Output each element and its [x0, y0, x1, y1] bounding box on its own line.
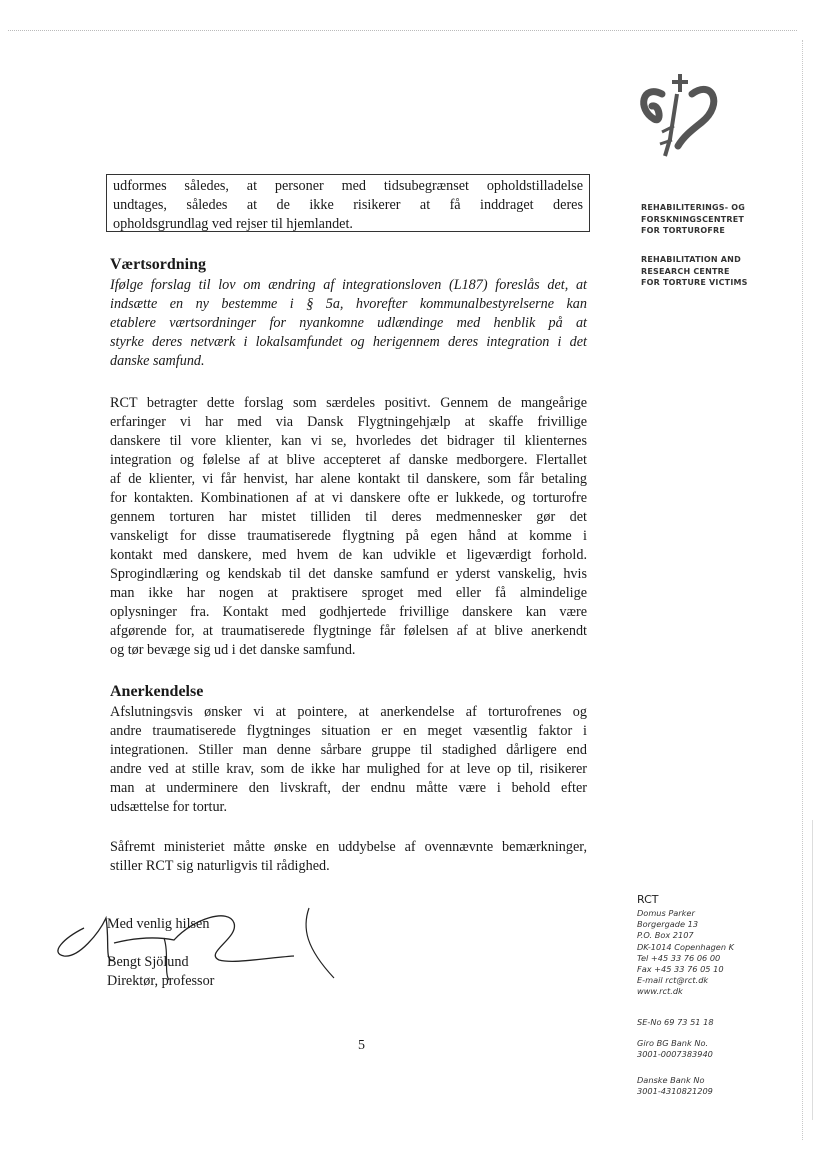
- text-line: stiller RCT sig naturligvis til rådighed.: [110, 858, 330, 874]
- text-line: udsættelse for tortur.: [110, 799, 228, 815]
- section-heading-vaertsordning: Værtsordning: [110, 256, 207, 273]
- phone-line: Tel +45 33 76 06 00: [637, 952, 721, 963]
- signature-title: Direktør, professor: [107, 973, 215, 989]
- bank-label: Danske Bank No: [637, 1075, 705, 1085]
- text-line: etablere værtsordninger for nyankomne udlændinge med henblik på at: [110, 315, 587, 331]
- text-line: Sprogindlæring og kendskab til det danske samfund er yderst vanskelig, hvis: [110, 566, 587, 582]
- org-line: RESEARCH CENTRE: [641, 266, 730, 276]
- boxed-text: [106, 174, 590, 232]
- website-line: www.rct.dk: [637, 986, 683, 997]
- text-line: afgørende for, at traumatiserede flygtninge får følelsen af at blive anerkendt: [110, 623, 587, 639]
- org-line: REHABILITERINGS- OG: [641, 203, 746, 212]
- body-paragraph-1: [110, 394, 587, 660]
- giro-account: [637, 1038, 713, 1060]
- text-line: erfaringer vi har med via Dansk Flygtningehjælp at skaffe frivillige: [110, 414, 587, 430]
- text-line: kontakt med danskere, med hvem de kan udvikle et ligeværdigt forhold.: [110, 547, 587, 563]
- signature-greeting: Med venlig hilsen: [107, 916, 210, 932]
- text-line: Ifølge forslag til lov om ændring af integrationsloven (L187) foreslås det, at: [110, 277, 587, 293]
- text-line: man at underminere den livskraft, der endnu måtte være i behold efter: [110, 780, 587, 796]
- org-line: FORSKNINGSCENTRET: [641, 214, 745, 224]
- boxed-line: opholdsgrundlag ved rejser til hjemlandet.: [113, 216, 353, 232]
- text-line: integration og følelse af at blive accepteret af danske medborgere. Flertallet: [110, 452, 587, 468]
- giro-number: 3001-0007383940: [637, 1049, 713, 1060]
- text-line: Afslutningsvis ønsker vi at pointere, at anerkendelse af torturofrenes og: [110, 704, 587, 720]
- email-line: E-mail rct@rct.dk: [637, 975, 709, 986]
- signature-name: Bengt Sjölund: [107, 954, 189, 970]
- text-line: af de klienter, vi får henvist, har alene kontakt til danskere, som får betaling: [110, 471, 587, 487]
- address-line: P.O. Box 2107: [637, 930, 694, 941]
- text-line: for kontakten. Kombinationen af at vi danskere ofte er lukkede, og torturofre: [110, 490, 587, 506]
- body-paragraph-2: [110, 703, 587, 817]
- rct-logo-icon: [632, 64, 722, 164]
- text-line: andre traumatiserede flygtninges situation er en meget væsentlig faktor i: [110, 723, 587, 739]
- rct-label: RCT: [637, 893, 659, 906]
- text-line: integrationen. Stiller man denne sårbare gruppe til stadighed dårligere end: [110, 742, 587, 758]
- org-name-danish: [641, 202, 791, 237]
- signature-block: [107, 915, 214, 991]
- bank-number: 3001-4310821209: [637, 1086, 713, 1097]
- right-scan-edge-2: [812, 820, 813, 1120]
- text-line: styrke deres netværk i lokalsamfundet og herigennem deres integration i det: [110, 334, 587, 350]
- text-line: oplysninger fra. Kontakt med godhjertede frivillige danskere kan være: [110, 604, 587, 620]
- text-line: RCT betragter dette forslag som særdeles positivt. Gennem de mangeårige: [110, 395, 587, 411]
- text-line: gennem torturen har mistet tilliden til deres medmennesker gør det: [110, 509, 587, 525]
- se-number: SE-No 69 73 51 18: [637, 1017, 714, 1027]
- giro-label: Giro BG Bank No.: [637, 1038, 709, 1048]
- text-line: danske samfund.: [110, 353, 205, 369]
- law-proposal-quote: [110, 276, 587, 371]
- section-heading-anerkendelse: Anerkendelse: [110, 683, 204, 700]
- text-line: andre ved at stille krav, som de ikke har mulighed for at leve op til, risikerer: [110, 761, 587, 777]
- fax-line: Fax +45 33 76 05 10: [637, 964, 724, 975]
- org-line: FOR TORTUROFRE: [641, 226, 726, 235]
- org-line: REHABILITATION AND: [641, 255, 741, 264]
- org-line: FOR TORTURE VICTIMS: [641, 278, 748, 287]
- address-line: DK-1014 Copenhagen K: [637, 941, 734, 952]
- text-line: vanskeligt for disse traumatiserede flygtning på egen hånd at komme i: [110, 528, 587, 544]
- right-scan-edge: [802, 40, 803, 1140]
- text-line: danskere til vore klienter, kan vi se, hvorledes det bidrager til klienternes: [110, 433, 587, 449]
- page-number: 5: [358, 1038, 365, 1053]
- bank-account: [637, 1075, 713, 1097]
- address-line: Domus Parker: [637, 908, 695, 918]
- closing-paragraph: [110, 838, 587, 876]
- text-line: Såfremt ministeriet måtte ønske en uddybelse af ovennævnte bemærkninger,: [110, 839, 587, 855]
- boxed-line: udformes således, at personer med tidsubegrænset opholdstilladelse: [113, 178, 583, 194]
- text-line: og tør bevæge sig ud i det danske samfund.: [110, 642, 356, 658]
- boxed-line: undtages, således at de ikke risikerer at få inddraget deres: [113, 197, 583, 213]
- contact-address: [637, 908, 734, 998]
- org-name-english: [641, 254, 791, 289]
- text-line: man ikke har nogen at praktisere sproget med eller få almindelige: [110, 585, 587, 601]
- top-scan-edge: [8, 30, 797, 31]
- text-line: indsætte en ny bestemme i § 5a, hvorefter kommunalbestyrelserne kan: [110, 296, 587, 312]
- address-line: Borgergade 13: [637, 919, 699, 930]
